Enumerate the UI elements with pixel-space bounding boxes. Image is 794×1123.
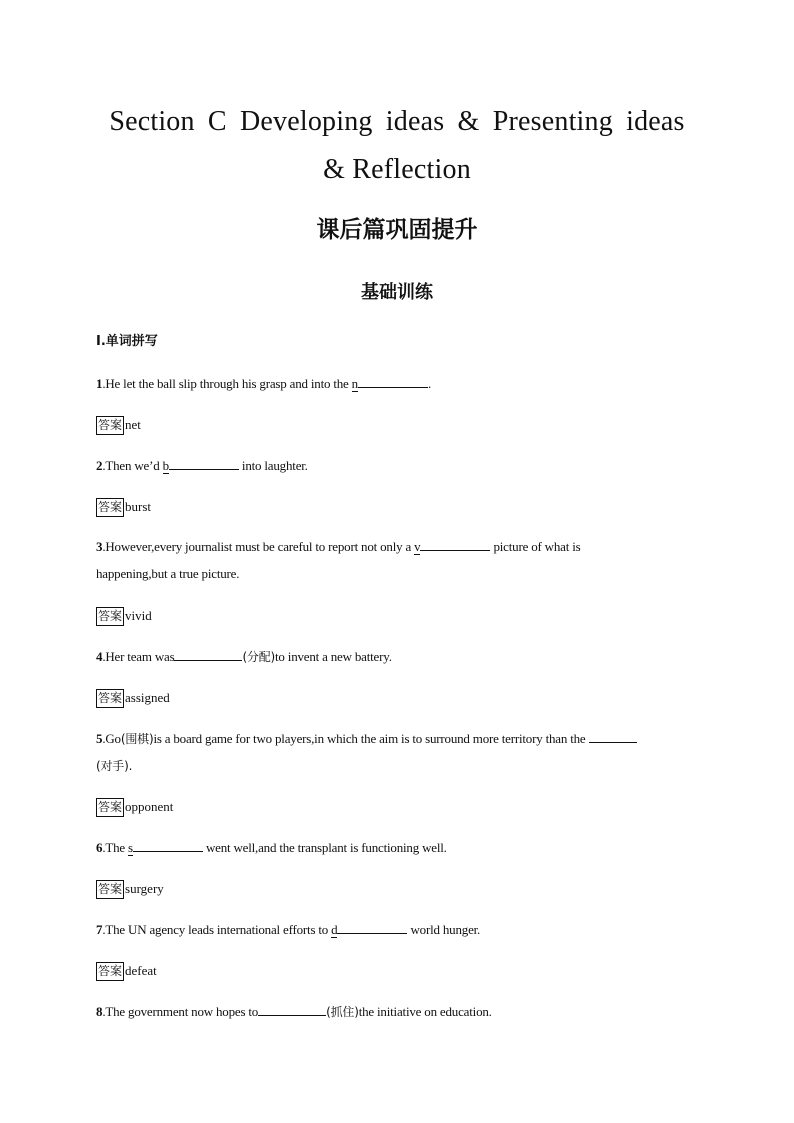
answer-blank[interactable] [337, 919, 407, 934]
question-text-end: picture of what is [490, 539, 581, 554]
answer-value: vivid [125, 608, 152, 624]
question-8 [96, 1001, 492, 1022]
question-text: .Her team was [102, 649, 175, 664]
blank-letter: s [128, 840, 133, 855]
question-text: .The government now hopes to [102, 1004, 259, 1019]
answer-blank[interactable] [589, 728, 637, 743]
answer-blank[interactable] [420, 536, 490, 551]
answer-1 [96, 414, 141, 435]
answer-4 [96, 687, 170, 708]
question-6 [96, 837, 447, 858]
question-text-end: to invent a new battery. [275, 649, 392, 664]
question-7 [96, 919, 480, 940]
question-text-end: . [427, 376, 432, 391]
question-5-continued [96, 756, 132, 776]
blank-letter: d [331, 922, 338, 937]
question-3-continued [96, 564, 239, 584]
chinese-hint: (分配) [242, 650, 276, 664]
question-text: .He let the ball slip through his grasp and into the [102, 376, 352, 391]
chinese-hint: (对手). [96, 759, 133, 773]
answer-blank[interactable] [358, 373, 428, 388]
answer-blank[interactable] [258, 1001, 326, 1016]
answer-value: assigned [125, 690, 170, 706]
blank-letter: n [351, 376, 358, 391]
question-text-mid: is a board game for two players,in which the aim is to surround more territory than the [153, 731, 589, 746]
blank-letter: v [414, 539, 421, 554]
answer-value: defeat [125, 963, 157, 979]
question-number: 3 [96, 539, 103, 554]
answer-tag: 答案 [96, 416, 124, 435]
answer-value: net [125, 417, 141, 433]
part-label: Ⅰ.单词拼写 [96, 334, 158, 349]
question-text: .However,every journalist must be careful to report not only a [102, 539, 415, 554]
question-2 [96, 455, 308, 476]
question-text-end: world hunger. [407, 922, 481, 937]
answer-tag: 答案 [96, 689, 124, 708]
question-text-line-2: happening,but a true picture. [96, 566, 240, 581]
answer-7 [96, 960, 157, 981]
question-text-end: went well,and the transplant is functioning well. [202, 840, 447, 855]
answer-value: opponent [125, 799, 174, 815]
question-number: 7 [96, 922, 103, 937]
blank-letter: b [162, 458, 169, 473]
question-number: 2 [96, 458, 103, 473]
answer-tag: 答案 [96, 962, 124, 981]
page-title-line-1: Section C Developing ideas & Presenting ideas [109, 106, 685, 137]
answer-3 [96, 605, 152, 626]
question-number: 5 [96, 731, 103, 746]
question-text: .Go [102, 731, 121, 746]
answer-tag: 答案 [96, 498, 124, 517]
question-4 [96, 646, 392, 667]
question-text: .The UN agency leads international efforts to [102, 922, 332, 937]
answer-tag: 答案 [96, 607, 124, 626]
answer-value: surgery [125, 881, 164, 897]
answer-value: burst [125, 499, 152, 515]
answer-6 [96, 878, 164, 899]
question-number: 1 [96, 376, 103, 391]
question-text-end: the initiative on education. [358, 1004, 492, 1019]
question-3 [96, 536, 580, 557]
answer-tag: 答案 [96, 798, 124, 817]
answer-blank[interactable] [174, 646, 242, 661]
question-5 [96, 728, 637, 749]
section-heading: 基础训练 [361, 282, 433, 303]
question-number: 8 [96, 1004, 103, 1019]
answer-5 [96, 796, 173, 817]
chinese-hint: (抓住) [326, 1005, 359, 1019]
question-number: 4 [96, 649, 103, 664]
answer-2 [96, 496, 151, 517]
question-number: 6 [96, 840, 103, 855]
answer-blank[interactable] [169, 455, 239, 470]
page-title-line-2: & Reflection [323, 154, 471, 185]
answer-tag: 答案 [96, 880, 124, 899]
answer-blank[interactable] [133, 837, 203, 852]
part-heading [96, 330, 158, 354]
question-text: .Then we’d [102, 458, 163, 473]
question-text: .The [102, 840, 129, 855]
chinese-hint: (围棋) [120, 732, 154, 746]
page-subtitle: 课后篇巩固提升 [316, 217, 478, 243]
question-text-end: into laughter. [238, 458, 308, 473]
question-1 [96, 373, 431, 394]
